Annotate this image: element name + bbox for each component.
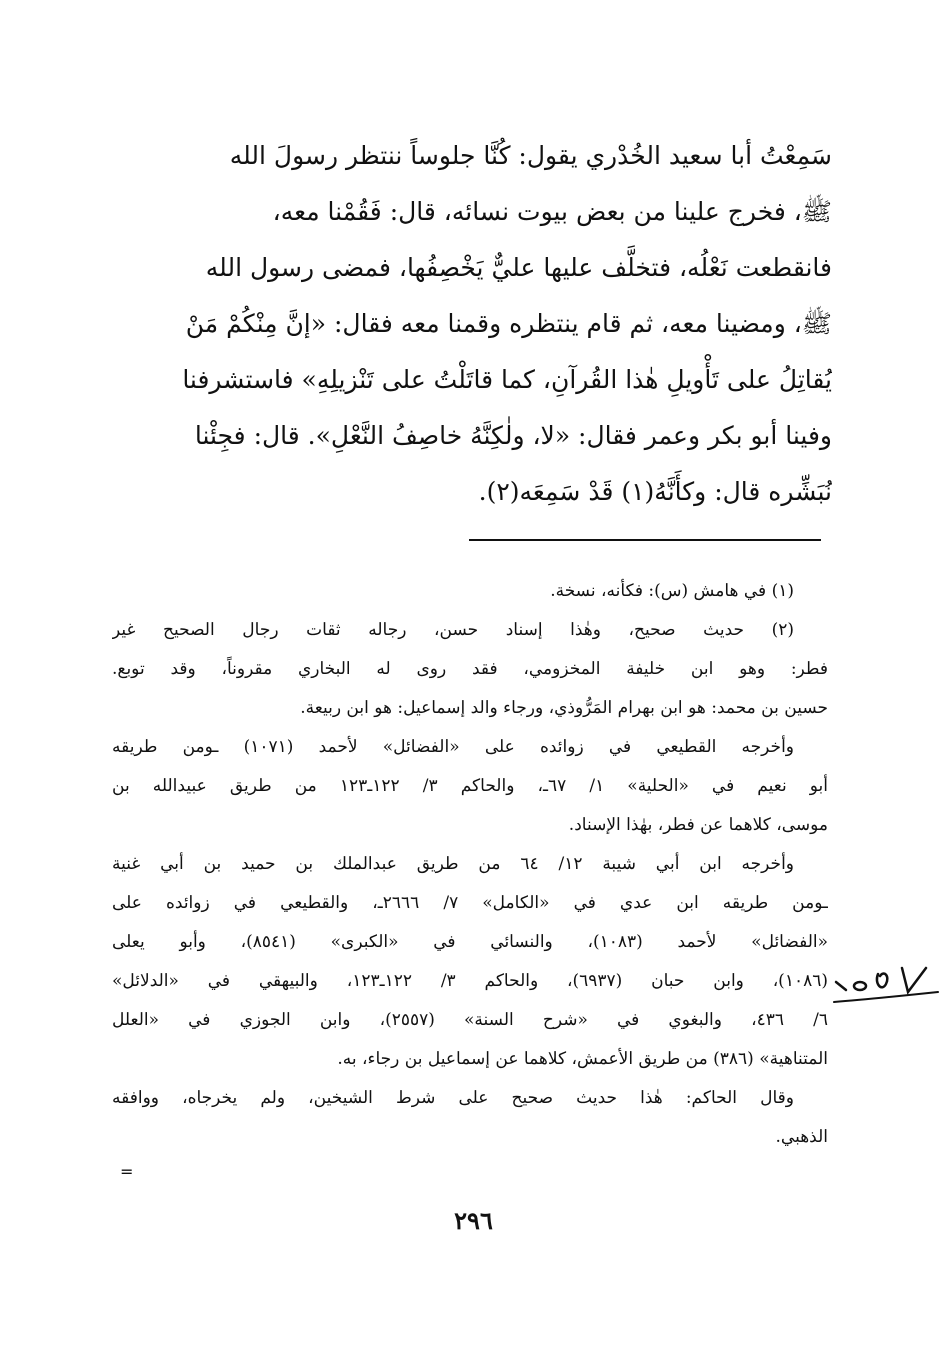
- footnote-line: أبو نعيم في «الحلية» ١/ ٦٧ـ، والحاكم ٣/ ١٢٢ـ١٢٣ من طريق عبيدالله بن: [112, 776, 828, 796]
- footnote-separator: [469, 539, 821, 541]
- footnote-paragraph: [112, 845, 828, 1079]
- footnote-line: المتناهية» (٣٨٦) من طريق الأعمش، كلاهما عن إسماعيل بن رجاء، به.: [337, 1049, 828, 1069]
- page-number: ٢٩٦: [454, 1206, 493, 1235]
- main-text-line: ﷺ، ومضينا معه، ثم قام ينتظره وقمنا معه فقال: «إنَّ مِنْكُمْ مَنْ: [185, 309, 832, 338]
- footnote-line: فطر: وهو ابن خليفة المخزومي، فقد روى له البخاري مقروناً، وقد توبع.: [112, 659, 828, 679]
- footnote-1: [112, 572, 828, 611]
- main-text-line: فانقطعت نَعْلُه، فتخلَّف عليها عليٌّ يَخْصِفُها، فمضى رسول الله: [205, 253, 832, 282]
- handwritten-annotation: [830, 962, 940, 1022]
- footnote-line: موسى، كلاهما عن فطر، بهٰذا الإسناد.: [568, 815, 828, 835]
- footnote-line: (١) في هامش (س): فكأنه، نسخة.: [550, 581, 794, 601]
- footnote-line: وأخرجه ابن أبي شيبة ١٢/ ٦٤ من طريق عبدالملك بن حميد بن أبي غنية: [112, 854, 795, 874]
- main-text-line: نُبَشِّره قال: وكأَنَّهُ(١) قَدْ سَمِعَه(٢).: [478, 477, 832, 506]
- footnote-paragraph: [112, 728, 828, 845]
- footnote-line: حسين بن محمد: هو ابن بهرام المَرُّوذي، ورجاء والد إسماعيل: هو ابن ربيعة.: [300, 698, 828, 718]
- footnote-line: الذهبي.: [775, 1127, 828, 1147]
- hadith-main-text: [112, 128, 832, 520]
- footnote-paragraph: [112, 1079, 828, 1157]
- footnote-line: وقال الحاكم: هٰذا حديث صحيح على شرط الشيخين، ولم يخرجاه، ووافقه: [112, 1088, 794, 1108]
- main-text-line: ﷺ، فخرج علينا من بعض بيوت نسائه، قال: فَقُمْنا معه،: [272, 197, 832, 226]
- footnote-2: [112, 611, 828, 728]
- footnote-line: ٦/ ٤٣٦، والبغوي في «شرح السنة» (٢٥٥٧)، وابن الجوزي في «العلل: [112, 1010, 828, 1030]
- footnote-line: (٢) حديث صحيح، وهٰذا إسناد حسن، رجاله ثقات رجال الصحيح غير: [112, 620, 794, 640]
- main-text-line: يُقاتِلُ على تَأْويلِ هٰذا القُرآنِ، كما قاتَلْتُ على تَنْزيلِهِ» فاستشرفنا: [182, 365, 832, 394]
- footnote-line: ـومن طريقه ابن عدي في «الكامل» ٧/ ٢٦٦٦ـ، والقطيعي في زوائده على: [112, 893, 828, 913]
- footnotes-section: [112, 572, 828, 1157]
- main-text-line: سَمِعْتُ أبا سعيد الخُدْري يقول: كُنَّا جلوساً ننتظر رسولَ الله: [229, 141, 832, 170]
- footnote-line: وأخرجه القطيعي في زوائده على «الفضائل» لأحمد (١٠٧١) ـومن طريقه: [112, 737, 794, 757]
- continuation-mark: =: [120, 1162, 134, 1181]
- footnote-line: (١٠٨٦)، وابن حبان (٦٩٣٧)، والحاكم ٣/ ١٢٢ـ١٢٣، والبيهقي في «الدلائل»: [112, 971, 828, 991]
- main-text-line: وفينا أبو بكر وعمر فقال: «لا، ولٰكِنَّهُ خاصِفُ النَّعْلِ». قال: فجِئْنا: [194, 421, 832, 450]
- footnote-line: «الفضائل» لأحمد (١٠٨٣)، والنسائي في «الكبرى» (٨٥٤١)، وأبو يعلى: [112, 932, 828, 952]
